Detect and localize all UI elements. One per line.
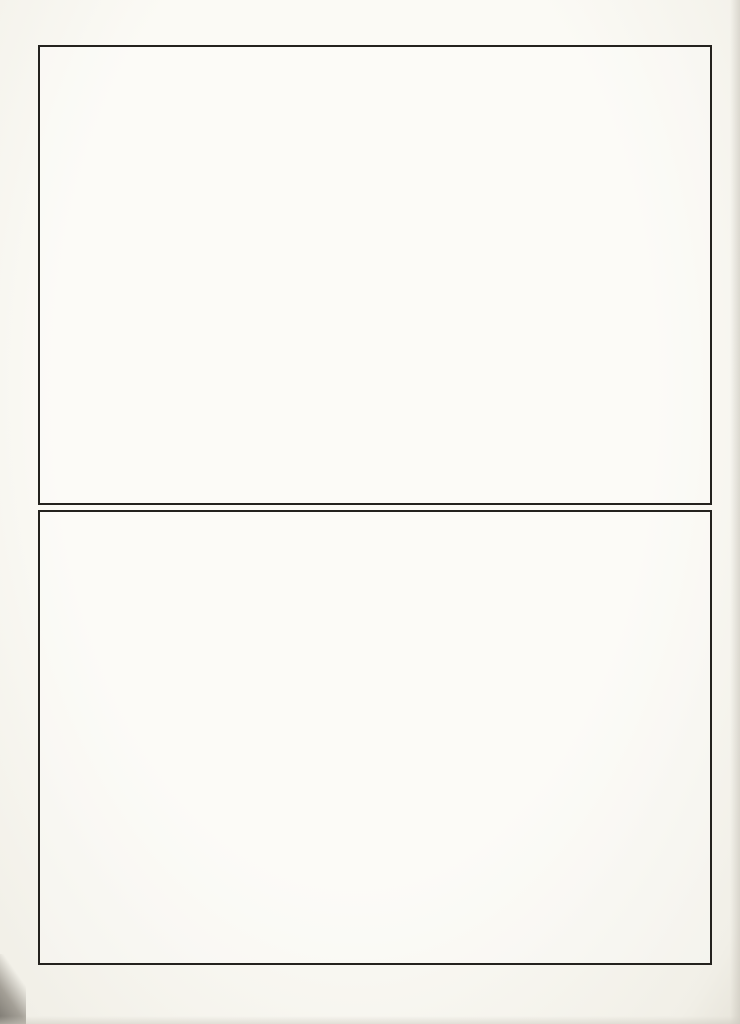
scan-edge-right [730,0,740,1024]
roster-table-bottom [38,510,712,965]
scan-edge-bottom [0,1016,740,1024]
roster-table-top [38,45,712,505]
scan-smudge-bottom-left [0,954,26,1024]
